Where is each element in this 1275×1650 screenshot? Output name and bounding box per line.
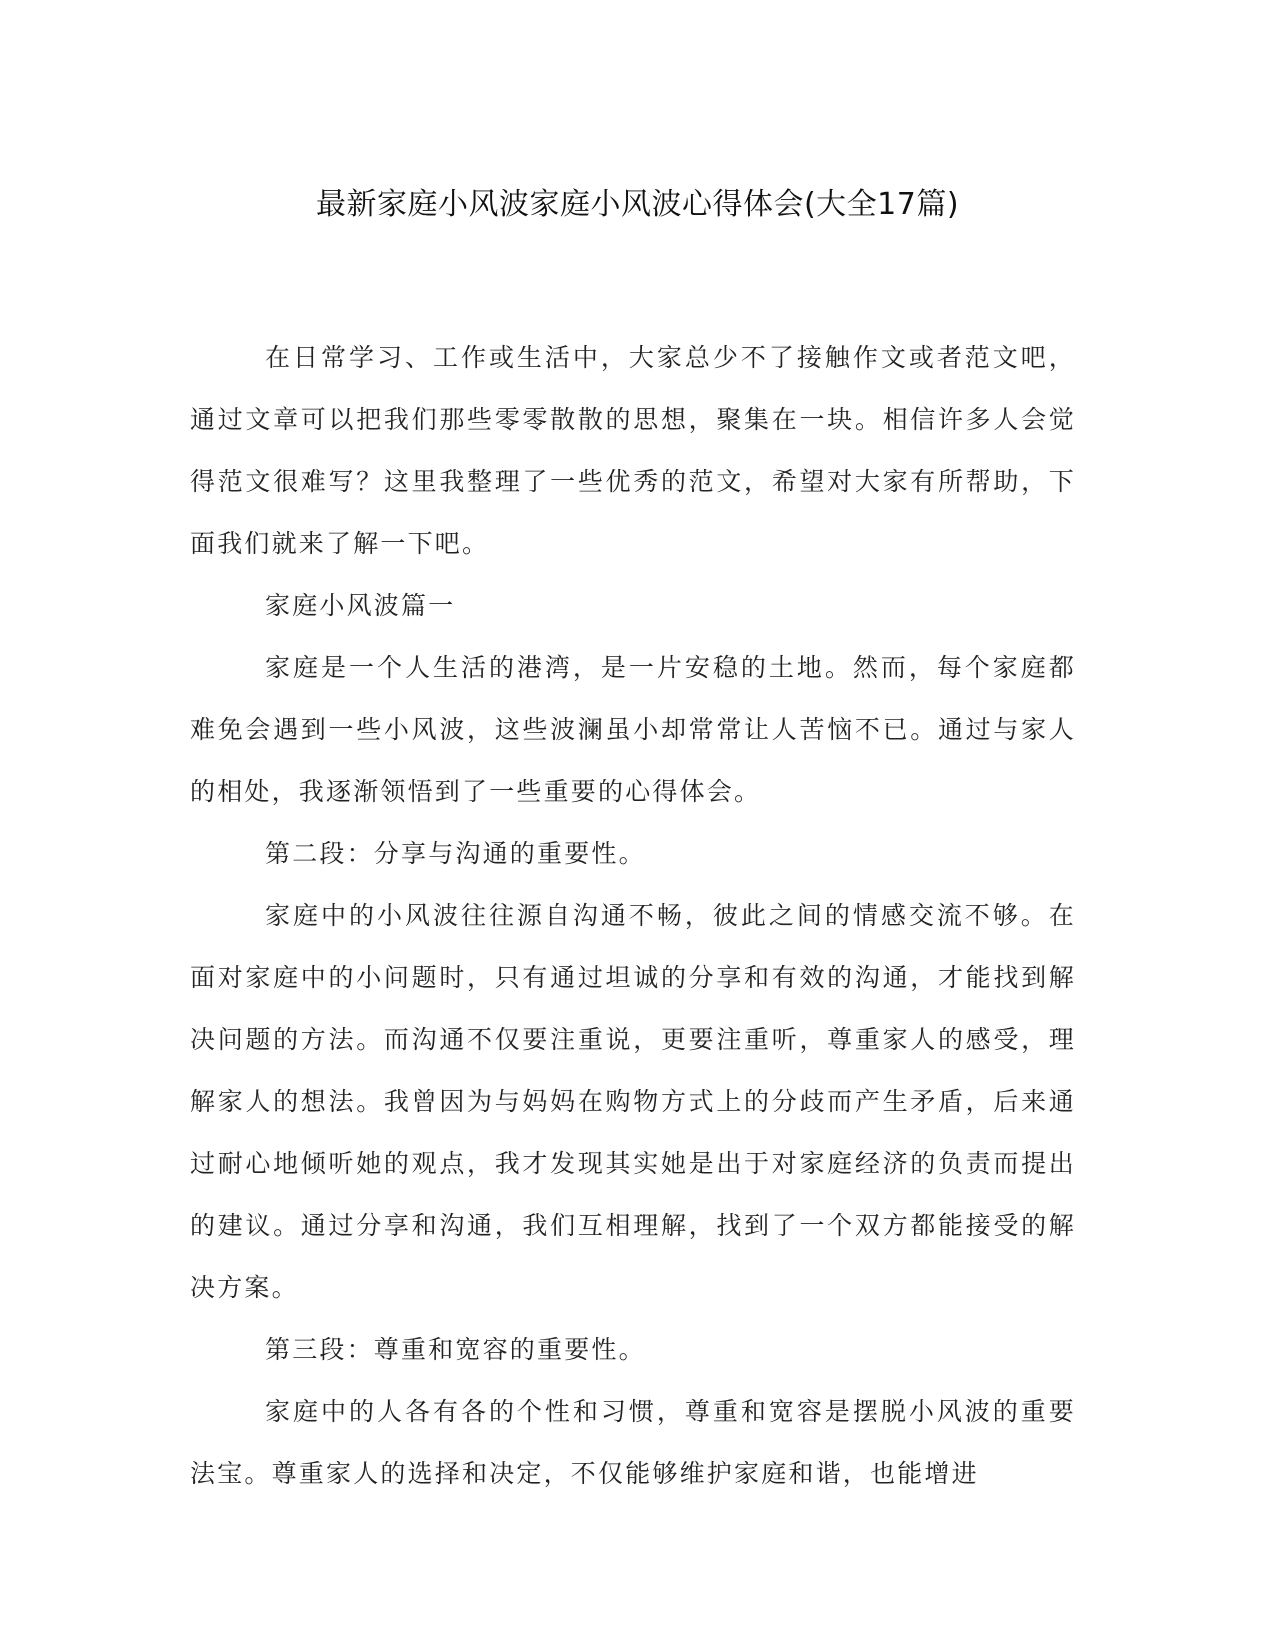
- document-title: 最新家庭小风波家庭小风波心得体会(大全17篇): [315, 187, 960, 222]
- body-paragraph: 家庭是一个人生活的港湾，是一片安稳的土地。然而，每个家庭都难免会遇到一些小风波，这些波澜虽小却常常让人苦恼不已。通过与家人的相处，我逐渐领悟到了一些重要的心得体会。: [190, 653, 1076, 806]
- section-heading-second: 第二段：分享与沟通的重要性。: [265, 839, 646, 868]
- intro-paragraph: 在日常学习、工作或生活中，大家总少不了接触作文或者范文吧，通过文章可以把我们那些零零散散的思想，聚集在一块。相信许多人会觉得范文很难写？这里我整理了一些优秀的范文，希望对大家有所帮助，下面我们就来了解一下吧。: [190, 343, 1076, 558]
- section-heading-third: 第三段：尊重和宽容的重要性。: [265, 1335, 646, 1364]
- document-body: [190, 327, 1076, 1505]
- body-paragraph: 家庭中的小风波往往源自沟通不畅，彼此之间的情感交流不够。在面对家庭中的小问题时，只有通过坦诚的分享和有效的沟通，才能找到解决问题的方法。而沟通不仅要注重说，更要注重听，尊重家人的感受，理解家人的想法。我曾因为与妈妈在购物方式上的分歧而产生矛盾，后来通过耐心地倾听她的观点，我才发现其实她是出于对家庭经济的负责而提出的建议。通过分享和沟通，我们互相理解，找到了一个双方都能接受的解决方案。: [190, 901, 1076, 1302]
- body-paragraph: 家庭中的人各有各的个性和习惯，尊重和宽容是摆脱小风波的重要法宝。尊重家人的选择和决定，不仅能够维护家庭和谐，也能增进: [190, 1397, 1076, 1488]
- section-heading-part-one: 家庭小风波篇一: [265, 591, 456, 620]
